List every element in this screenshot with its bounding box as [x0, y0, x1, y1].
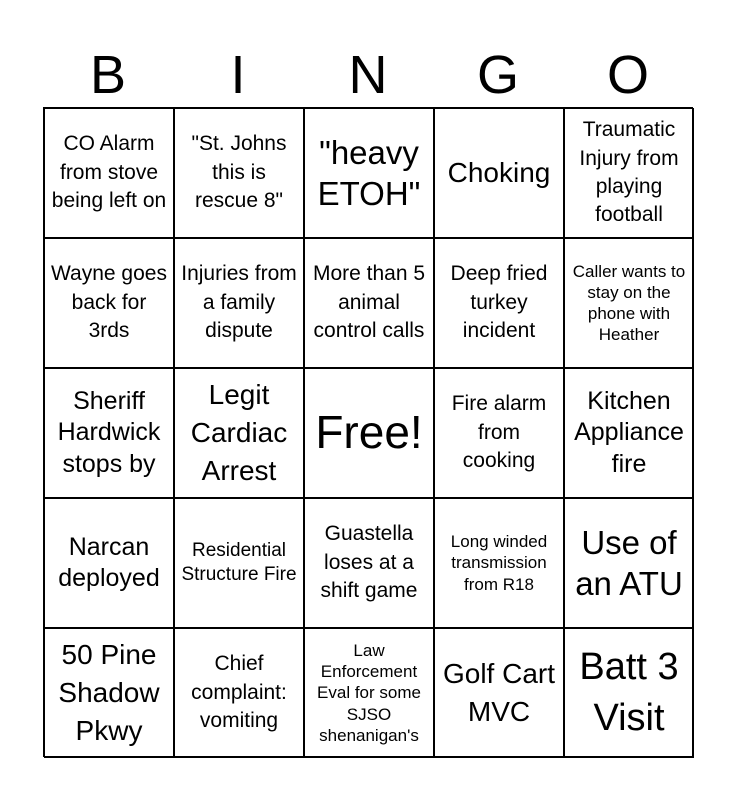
header-letter-i: I — [230, 45, 246, 105]
bingo-cell-text: Narcan deployed — [58, 532, 160, 592]
bingo-cell-text: Kitchen Appliance fire — [574, 387, 684, 478]
bingo-cell[interactable] — [174, 238, 304, 368]
bingo-cell[interactable] — [564, 238, 694, 368]
bingo-cell[interactable] — [44, 238, 174, 368]
bingo-cell-text: Choking — [447, 157, 551, 189]
bingo-cell[interactable] — [564, 368, 694, 498]
bingo-cell[interactable] — [44, 498, 174, 628]
bingo-cell-text: Residential Structure Fire — [181, 540, 297, 585]
header-letter-g: G — [476, 45, 519, 105]
bingo-cell-text: Guastella loses at a shift game — [320, 522, 418, 603]
bingo-cell-text: Use of an ATU — [575, 523, 683, 602]
bingo-cell[interactable] — [44, 108, 174, 238]
bingo-cell[interactable] — [174, 368, 304, 498]
bingo-cell-text: Batt 3 Visit — [579, 645, 679, 739]
bingo-cell-text: Fire alarm from cooking — [451, 392, 547, 473]
bingo-cell-text: Legit Cardiac Arrest — [190, 379, 288, 486]
bingo-cell[interactable] — [44, 368, 174, 498]
bingo-cell[interactable] — [304, 238, 434, 368]
bingo-cell-text: More than 5 animal control calls — [312, 262, 426, 343]
bingo-cell-text: Free! — [315, 406, 423, 459]
bingo-cell[interactable] — [564, 108, 694, 238]
bingo-cell[interactable] — [174, 108, 304, 238]
bingo-cell-text: Chief complaint: vomiting — [191, 652, 287, 733]
bingo-cell-text: "St. Johns this is rescue 8" — [191, 132, 287, 213]
bingo-cell-text: Injuries from a family dispute — [181, 262, 297, 343]
bingo-cell[interactable] — [564, 498, 694, 628]
bingo-cell[interactable] — [44, 628, 174, 758]
header-letter-b: B — [89, 45, 127, 105]
bingo-cell-text: Golf Cart MVC — [442, 658, 556, 727]
bingo-cell-text: Traumatic Injury from playing football — [579, 118, 679, 227]
bingo-board — [43, 107, 693, 757]
bingo-cell[interactable] — [564, 628, 694, 758]
bingo-cell-text: Deep fried turkey incident — [450, 262, 548, 343]
bingo-cell[interactable] — [304, 108, 434, 238]
bingo-cell[interactable] — [434, 628, 564, 758]
bingo-cell[interactable] — [434, 108, 564, 238]
bingo-cell[interactable] — [304, 498, 434, 628]
bingo-cell-text: Caller wants to stay on the phone with Heather — [572, 261, 686, 345]
header-letter-o: O — [606, 45, 649, 105]
bingo-header — [43, 45, 693, 105]
bingo-cell-text: Long winded transmission from R18 — [450, 532, 548, 594]
bingo-cell-text: "heavy ETOH" — [317, 133, 421, 212]
bingo-cell[interactable] — [174, 498, 304, 628]
free-space-cell[interactable] — [304, 368, 434, 498]
bingo-cell[interactable] — [434, 238, 564, 368]
bingo-cell[interactable] — [174, 628, 304, 758]
bingo-cell[interactable] — [434, 368, 564, 498]
bingo-cell[interactable] — [434, 498, 564, 628]
bingo-cell-text: Sheriff Hardwick stops by — [57, 387, 161, 478]
header-letter-n: N — [348, 45, 388, 105]
bingo-cell[interactable] — [304, 628, 434, 758]
bingo-cell-text: CO Alarm from stove being left on — [51, 132, 167, 213]
bingo-cell-text: Law Enforcement Eval for some SJSO shenanigan's — [317, 640, 421, 745]
bingo-cell-text: Wayne goes back for 3rds — [51, 262, 167, 343]
bingo-cell-text: 50 Pine Shadow Pkwy — [58, 639, 160, 746]
